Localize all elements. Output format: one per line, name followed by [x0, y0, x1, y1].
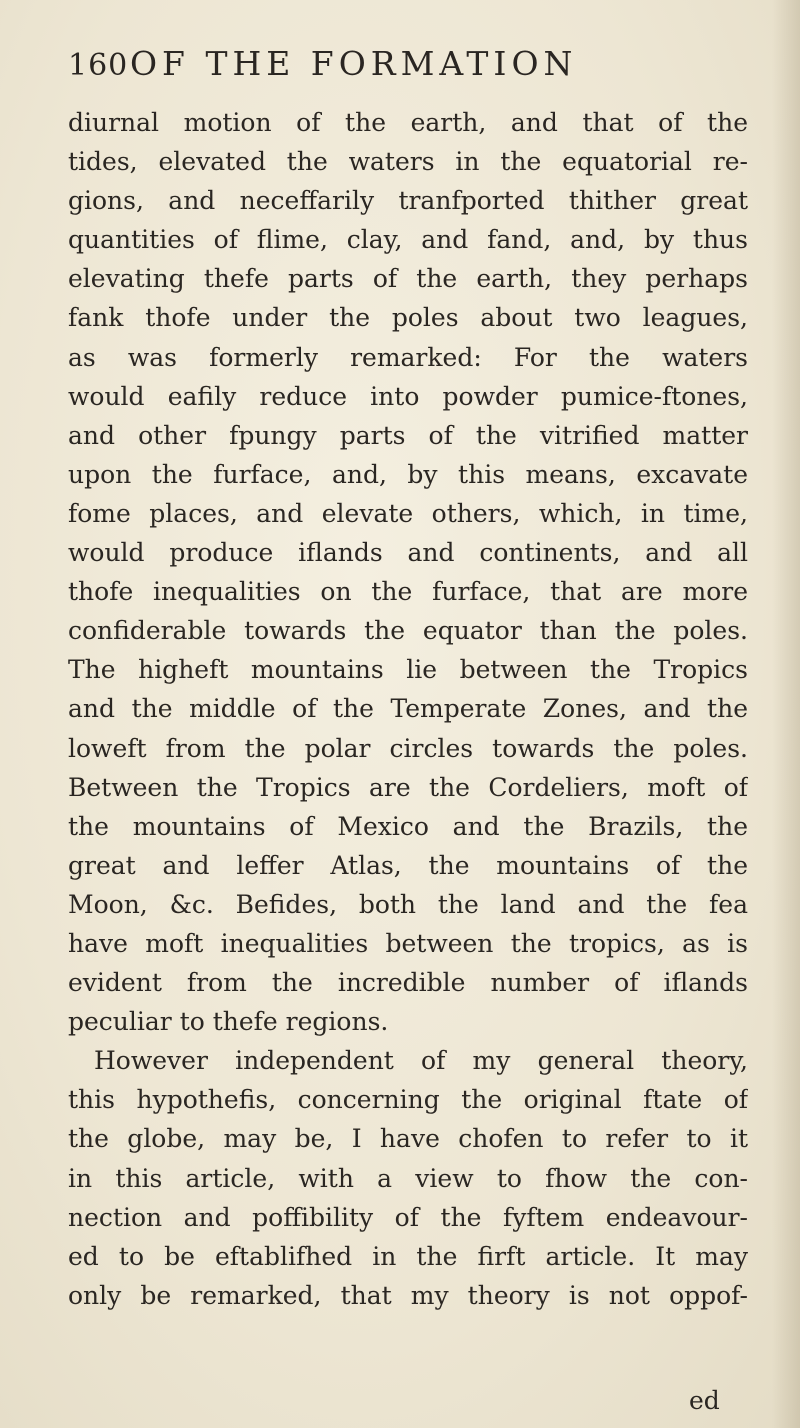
text-line: and the middle of the Temperate Zones, and the	[68, 694, 748, 724]
text-line: quantities of flime, clay, and fand, and, by thus	[68, 225, 748, 255]
text-line: and other fpungy parts of the vitrified matter	[68, 420, 748, 450]
text-line: have moft inequalities between the tropics, as is	[68, 928, 748, 958]
page-number: 160	[68, 48, 129, 83]
paragraph-start-line: However independent of my general theory,	[94, 1046, 748, 1076]
text-line: fome places, and elevate others, which, in time,	[68, 498, 748, 528]
text-line: as was formerly remarked: For the waters	[68, 342, 748, 372]
text-line: Moon, &c. Befides, both the land and the fea	[68, 889, 748, 919]
text-line: would eafily reduce into powder pumice-ftones,	[68, 381, 748, 411]
text-line: great and leffer Atlas, the mountains of the	[68, 850, 748, 880]
text-line: loweft from the polar circles towards the poles.	[68, 733, 748, 763]
text-line: evident from the incredible number of iflands	[68, 968, 748, 998]
text-line: ed to be eftablifhed in the firft article. It may	[68, 1241, 748, 1271]
text-line: only be remarked, that my theory is not oppof-	[68, 1280, 748, 1310]
paragraph-end-line: peculiar to thefe regions.	[68, 1007, 389, 1037]
text-line: The higheft mountains lie between the Tropics	[68, 655, 748, 685]
text-line: Between the Tropics are the Cordeliers, moft of	[68, 772, 748, 802]
text-line: fank thofe under the poles about two leagues,	[68, 303, 748, 333]
text-line: confiderable towards the equator than the poles.	[68, 616, 748, 646]
text-line: upon the furface, and, by this means, excavate	[68, 459, 748, 489]
text-line: gions, and neceffarily tranfported thither great	[68, 186, 748, 216]
page-edge-shadow	[772, 0, 800, 1428]
text-line: would produce iflands and continents, and all	[68, 538, 748, 568]
text-line: in this article, with a view to fhow the con-	[68, 1163, 748, 1193]
running-head: OF THE FORMATION	[130, 44, 578, 83]
text-line: the globe, may be, I have chofen to refer to it	[68, 1124, 748, 1154]
text-line: the mountains of Mexico and the Brazils, the	[68, 811, 748, 841]
text-line: nection and poffibility of the fyftem endeavour-	[68, 1202, 748, 1232]
text-line: this hypothefis, concerning the original ftate of	[68, 1085, 748, 1115]
body-text	[68, 103, 748, 1315]
text-line: thofe inequalities on the furface, that are more	[68, 577, 748, 607]
catchword: ed	[689, 1386, 720, 1415]
page-header	[68, 44, 748, 94]
text-line: diurnal motion of the earth, and that of the	[68, 108, 748, 137]
text-line: tides, elevated the waters in the equatorial re-	[68, 147, 748, 177]
text-line: elevating thefe parts of the earth, they perhaps	[68, 264, 748, 294]
